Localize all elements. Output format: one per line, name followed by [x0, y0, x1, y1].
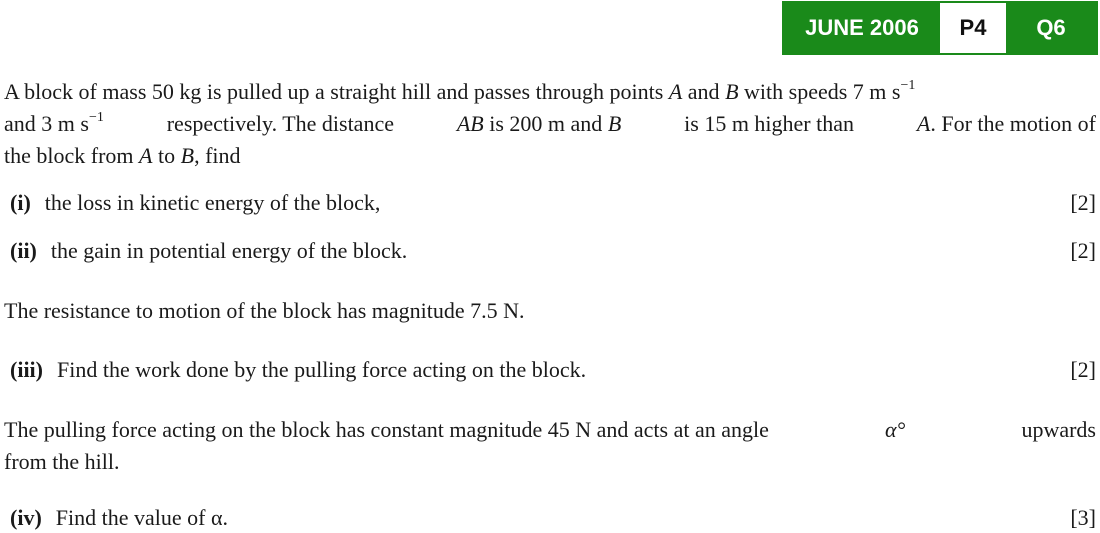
pulling-force-statement	[4, 414, 1096, 478]
question-header-badge	[782, 1, 1098, 55]
part-text: the loss in kinetic energy of the block,	[44, 190, 381, 215]
paper-label: P4	[940, 3, 1006, 53]
question-part-ii	[10, 236, 1096, 266]
intro-text: is 15 m higher than	[684, 111, 855, 136]
intro-text: . For the motion of	[930, 111, 1096, 136]
part-text: the gain in potential energy of the block.	[50, 238, 408, 263]
unit-exponent: −1	[900, 77, 916, 93]
pulling-text: The pulling force acting on the block has constant magnitude 45 N and acts at an angle	[4, 417, 769, 442]
part-number: (iii)	[10, 357, 43, 382]
point-a-label: A	[139, 143, 153, 168]
question-part-iii	[10, 355, 1096, 385]
pulling-line-2: from the hill.	[4, 449, 120, 474]
part-marks: [3]	[1070, 505, 1096, 530]
point-a-label: A	[668, 79, 683, 104]
intro-text: to	[157, 143, 176, 168]
intro-text: is 200 m and	[489, 111, 603, 136]
point-b-label: B	[180, 143, 195, 168]
intro-text: and 3 m s	[4, 111, 89, 136]
question-intro	[4, 76, 1096, 172]
intro-text: respectively. The distance	[166, 111, 394, 136]
question-number-label: Q6	[1006, 3, 1096, 53]
question-part-i	[10, 188, 1096, 218]
resistance-statement	[4, 295, 1096, 327]
intro-line-3	[4, 140, 1096, 172]
intro-text: with speeds 7 m s	[744, 79, 901, 104]
part-text: Find the value of α.	[55, 505, 228, 530]
intro-line-1	[4, 76, 1096, 108]
part-marks: [2]	[1070, 357, 1096, 382]
intro-text: A block of mass 50 kg is pulled up a straight hill and passes through points	[4, 79, 664, 104]
part-number: (iv)	[10, 505, 42, 530]
intro-text: the block from	[4, 143, 134, 168]
point-a-label: A	[916, 111, 931, 136]
part-marks: [2]	[1070, 238, 1096, 263]
resistance-text: The resistance to motion of the block has magnitude 7.5 N.	[4, 298, 525, 323]
pulling-line-1	[4, 414, 1096, 446]
intro-text: , find	[194, 143, 241, 168]
question-part-iv	[10, 503, 1096, 533]
unit-exponent: −1	[88, 109, 104, 125]
exam-session-label: JUNE 2006	[784, 3, 940, 53]
point-b-label: B	[607, 111, 622, 136]
distance-ab-label: AB	[456, 111, 484, 136]
part-number: (ii)	[10, 238, 37, 263]
pulling-text: upwards	[1021, 417, 1096, 442]
part-number: (i)	[10, 190, 31, 215]
part-marks: [2]	[1070, 190, 1096, 215]
intro-text: and	[687, 79, 720, 104]
part-text: Find the work done by the pulling force acting on the block.	[57, 357, 587, 382]
angle-alpha-label: α°	[884, 417, 906, 442]
intro-line-2	[4, 108, 1096, 140]
point-b-label: B	[725, 79, 739, 104]
